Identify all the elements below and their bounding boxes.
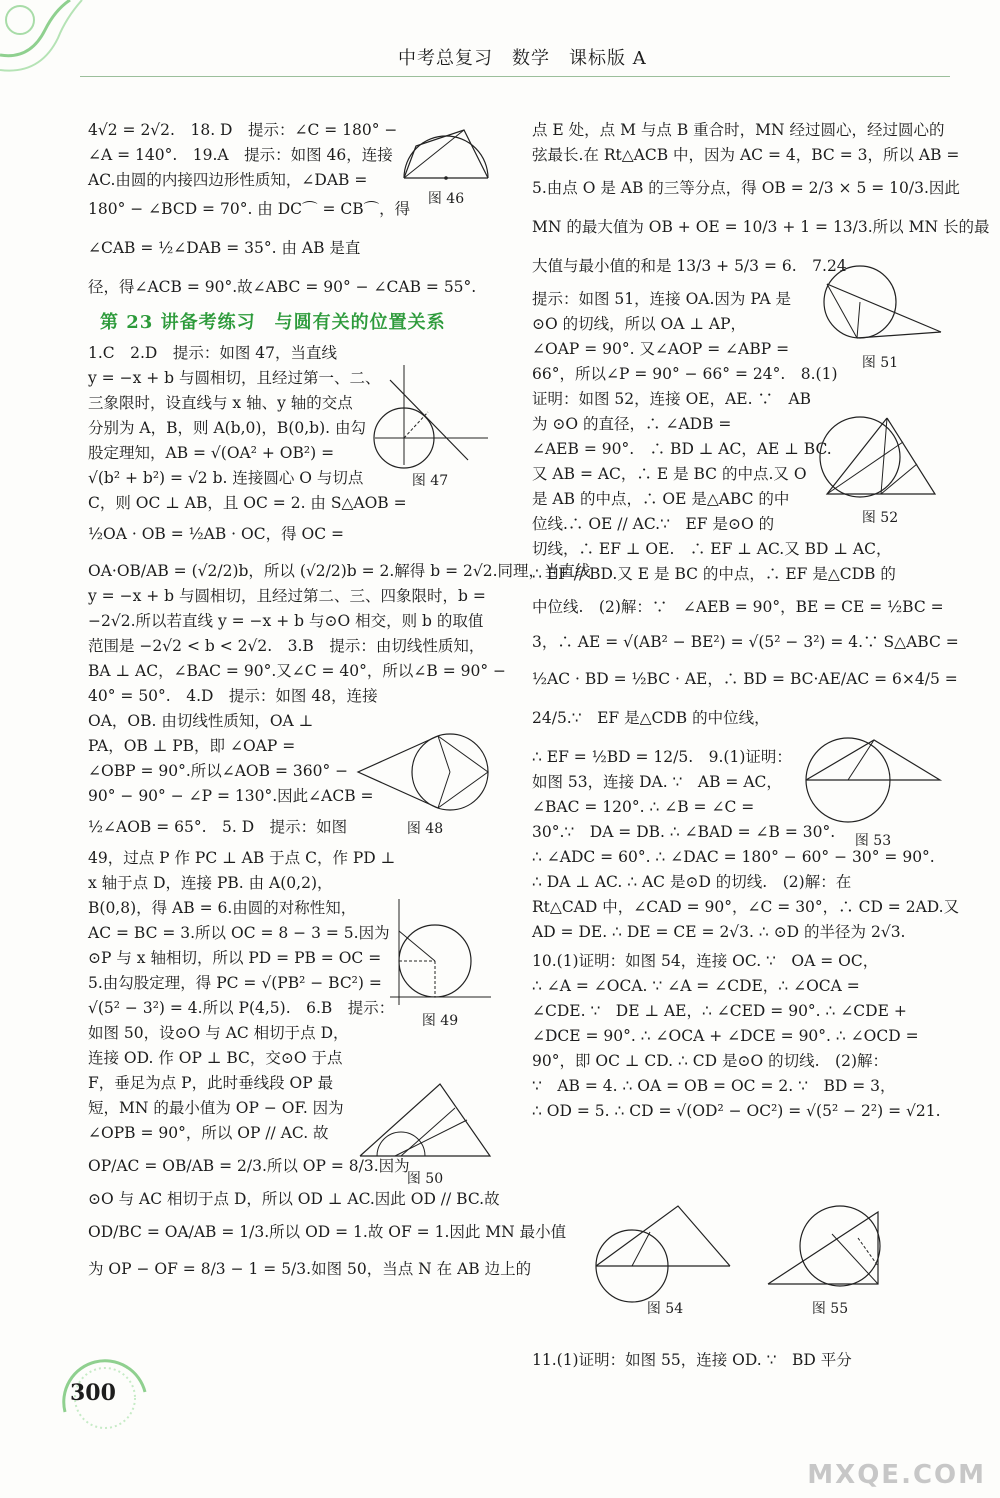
text-line: 中位线. (2)解：∵ ∠AEB = 90°，BE = CE = ½BC = — [532, 598, 944, 616]
text-line: MN 的最大值为 OB + OE = 10/3 + 1 = 13/3.所以 MN 长的最 — [532, 218, 990, 236]
text-line: 如图 50，设⊙O 与 AC 相切于点 D， — [88, 1024, 349, 1042]
caption: 图 53 — [854, 833, 892, 849]
text-line: Rt△CAD 中，∠CAD = 90°，∠C = 30°，∴ CD = 2AD.又 — [532, 898, 960, 916]
figure-47 — [370, 360, 490, 490]
text-line: 90° − 90° − ∠P = 130°.因此∠ACB = — [88, 787, 374, 805]
figure-46 — [396, 118, 496, 208]
text-line: ½AC · BD = ½BC · AE，∴ BD = BC·AE/AC = 6×4/5 = — [532, 670, 958, 688]
text-line: 49，过点 P 作 PC ⊥ AB 于点 C，作 PD ⊥ — [88, 849, 396, 867]
caption: 图 54 — [646, 1301, 684, 1317]
page-header — [0, 40, 1000, 70]
figure-55 — [760, 1198, 900, 1318]
text-line: 径，得∠ACB = 90°.故∠ABC = 90° − ∠CAB = 55°. — [88, 278, 477, 296]
text-line: 证明：如图 52，连接 OE，AE. ∵ AB — [532, 390, 812, 408]
text-line: 1.C 2.D 提示：如图 47，当直线 — [88, 344, 338, 362]
text-line: ∠A = 140°. 19.A 提示：如图 46，连接 — [88, 146, 393, 164]
caption: 图 47 — [411, 473, 449, 489]
caption: 图 51 — [861, 355, 899, 371]
text-line: ⊙O 与 AC 相切于点 D，所以 OD ⊥ AC.因此 OD // BC.故 — [88, 1190, 500, 1208]
text-line: √(5² − 3²) = 4.所以 P(4,5). 6.B 提示： — [88, 999, 395, 1017]
text-line: 位线.∴ OE // AC.∵ EF 是⊙O 的 — [532, 515, 775, 533]
text-line: OA·OB/AB = (√2/2)b，所以 (√2/2)b = 2.解得 b = 2√2.同理，当直线 — [88, 562, 591, 580]
right-last-line-block — [532, 1348, 946, 1373]
text-line: ∴ DA ⊥ AC. ∴ AC 是⊙D 的切线. (2)解：在 — [532, 873, 852, 891]
header-rule — [80, 76, 950, 77]
header-title: 中考总复习 数学 课标版 A — [398, 48, 647, 69]
text-line: PA，OB ⊥ PB，即 ∠OAP = — [88, 737, 296, 755]
text-line: F，垂足为点 P，此时垂线段 OP 最 — [88, 1074, 334, 1092]
text-line: 90°，即 OC ⊥ CD. ∴ CD 是⊙O 的切线. (2)解： — [532, 1052, 888, 1070]
text-line: 分别为 A，B，则 A(b,0)，B(0,b). 由勾 — [88, 419, 366, 437]
text-line: 为 ⊙O 的直径，∴ ∠ADB = — [532, 415, 732, 433]
text-line: 40° = 50°. 4.D 提示：如图 48，连接 — [88, 687, 378, 705]
text-line: y = −x + b 与圆相切，且经过第一、二、 — [88, 369, 381, 387]
text-line: 3，∴ AE = √(AB² − BE²) = √(5² − 3²) = 4.∵ S△ABC = — [532, 633, 959, 651]
text-line: OA，OB. 由切线性质知，OA ⊥ — [88, 712, 314, 730]
text-line: 提示：如图 51，连接 OA.因为 PA 是 — [532, 290, 791, 308]
section-title: 第 23 讲备考练习 与圆有关的位置关系 — [100, 312, 446, 333]
text-line: 切线，∴ EF ⊥ OE. ∴ EF ⊥ AC.又 BD ⊥ AC， — [532, 540, 892, 558]
text-line: OP/AC = OB/AB = 2/3.所以 OP = 8/3.因为 — [88, 1157, 410, 1175]
figure-48 — [350, 728, 500, 838]
figure-54 — [590, 1198, 740, 1318]
text-line: 5.由勾股定理，得 PC = √(PB² − BC²) = — [88, 974, 382, 992]
text-line: ∴ ∠A = ∠OCA. ∵ ∠A = ∠CDE，∴ ∠OCA = — [532, 977, 860, 995]
text-line: AC.由圆的内接四边形性质知，∠DAB = — [88, 171, 368, 189]
text-line: 11.(1)证明：如图 55，连接 OD. ∵ BD 平分 — [532, 1351, 852, 1369]
text-line: 三象限时，设直线与 x 轴、y 轴的交点 — [88, 394, 353, 412]
text-line: ⊙O 的切线，所以 OA ⊥ AP， — [532, 315, 747, 333]
text-line: 点 E 处，点 M 与点 B 重合时，MN 经过圆心，经过圆心的 — [532, 121, 945, 139]
text-line: C，则 OC ⊥ AB，且 OC = 2. 由 S△AOB = — [88, 494, 407, 512]
text-line: 又 AB = AC，∴ E 是 BC 的中点.又 O — [532, 465, 807, 483]
text-line: 是 AB 的中点，∴ OE 是△ABC 的中 — [532, 490, 790, 508]
text-line: 10.(1)证明：如图 54，连接 OC. ∵ OA = OC， — [532, 952, 879, 970]
text-line: ∠DCE = 90°. ∴ ∠OCA + ∠DCE = 90°. ∴ ∠OCD = — [532, 1027, 919, 1045]
page-number: 300 — [70, 1380, 116, 1406]
text-line: ∠OAP = 90°. 又∠AOP = ∠ABP = — [532, 340, 790, 358]
text-line: AC = BC = 3.所以 OC = 8 − 3 = 5.因为 — [88, 924, 390, 942]
text-line: ∵ AB = 4. ∴ OA = OB = OC = 2. ∵ BD = 3， — [532, 1077, 896, 1095]
text-line: 连接 OD. 作 OP ⊥ BC，交⊙O 于点 — [88, 1049, 343, 1067]
text-line: 如图 53，连接 DA. ∵ AB = AC， — [532, 773, 782, 791]
text-line: 短，MN 的最小值为 OP − OF. 因为 — [88, 1099, 344, 1117]
text-line: 66°，所以∠P = 90° − 66° = 24°. 8.(1) — [532, 365, 838, 383]
text-line: 股定理知，AB = √(OA² + OB²) = — [88, 444, 335, 462]
text-line: 180° − ∠BCD = 70°. 由 DC⌒ = CB⌒，得 — [88, 200, 411, 218]
text-line: OD/BC = OA/AB = 1/3.所以 OD = 1.故 OF = 1.因此 MN 最小值 — [88, 1223, 567, 1241]
text-line: 5.由点 O 是 AB 的三等分点，得 OB = 2/3 × 5 = 10/3.因此 — [532, 179, 960, 197]
text-line: ∠CAB = ½∠DAB = 35°. 由 AB 是直 — [88, 239, 361, 257]
text-line: 范围是 −2√2 < b < 2√2. 3.B 提示：由切线性质知， — [88, 637, 485, 655]
text-line: AD = DE. ∴ DE = CE = 2√3. ∴ ⊙D 的半径为 2√3. — [532, 923, 906, 941]
text-line: ∴ OD = 5. ∴ CD = √(OD² − OC²) = √(5² − 2²) = √21. — [532, 1102, 941, 1120]
text-line: √(b² + b²) = √2 b. 连接圆心 O 与切点 — [88, 469, 364, 487]
caption: 图 46 — [427, 191, 465, 207]
figure-52 — [815, 412, 945, 527]
text-line: 弦最长.在 Rt△ACB 中，因为 AC = 4，BC = 3，所以 AB = — [532, 146, 960, 164]
text-line: 大值与最小值的和是 13/3 + 5/3 = 6. 7.24 — [532, 257, 847, 275]
text-line: ∴ ∠ADC = 60°. ∴ ∠DAC = 180° − 60° − 30° = 90°. — [532, 848, 935, 866]
figure-49 — [385, 895, 495, 1030]
caption: 图 52 — [861, 510, 899, 526]
text-line: ∠BAC = 120°. ∴ ∠B = ∠C = — [532, 798, 755, 816]
text-line: B(0,8)，得 AB = 6.由圆的对称性知， — [88, 899, 357, 917]
text-line: 24/5.∵ EF 是△CDB 的中位线， — [532, 709, 770, 727]
text-line: −2√2.所以若直线 y = −x + b 与⊙O 相交，则 b 的取值 — [88, 612, 484, 630]
text-line: y = −x + b 与圆相切，且经过第二、三、四象限时，b = — [88, 587, 486, 605]
text-line: ∠CDE. ∵ DE ⊥ AE，∴ ∠CED = 90°. ∴ ∠CDE + — [532, 1002, 907, 1020]
text-line: x 轴于点 D，连接 PB. 由 A(0,2)， — [88, 874, 333, 892]
caption: 图 48 — [406, 821, 444, 837]
text-line: ∴ EF = ½BD = 12/5. 9.(1)证明： — [532, 748, 792, 766]
figure-51 — [815, 262, 945, 372]
text-line: ∠OBP = 90°.所以∠AOB = 360° − — [88, 762, 349, 780]
figure-53 — [798, 730, 948, 850]
text-line: ∠AEB = 90°. ∴ BD ⊥ AC，AE ⊥ BC. — [532, 440, 832, 458]
text-line: 30°.∵ DA = DB. ∴ ∠BAD = ∠B = 30°. — [532, 823, 836, 841]
text-line: ½OA · OB = ½AB · OC，得 OC = — [88, 525, 345, 543]
text-line: ⊙P 与 x 轴相切，所以 PD = PB = OC = — [88, 949, 382, 967]
watermark: MXQE.COM — [807, 1460, 986, 1490]
caption: 图 55 — [811, 1301, 849, 1317]
text-line: 4√2 = 2√2. 18. D 提示：∠C = 180° − — [88, 121, 398, 139]
text-line: ∠OPB = 90°，所以 OP // AC. 故 — [88, 1124, 329, 1142]
figure-50 — [355, 1078, 495, 1188]
text-line: ∴ EF // BD.又 E 是 BC 的中点，∴ EF 是△CDB 的 — [532, 565, 896, 583]
text-line: 为 OP − OF = 8/3 − 1 = 5/3.如图 50，当点 N 在 AB 边上的 — [88, 1260, 532, 1278]
text-line: BA ⊥ AC，∠BAC = 90°.又∠C = 40°，所以∠B = 90° − — [88, 662, 507, 680]
caption: 图 50 — [406, 1171, 444, 1187]
caption: 图 49 — [421, 1013, 459, 1029]
text-line: ½∠AOB = 65°. 5. D 提示：如图 — [88, 818, 348, 836]
